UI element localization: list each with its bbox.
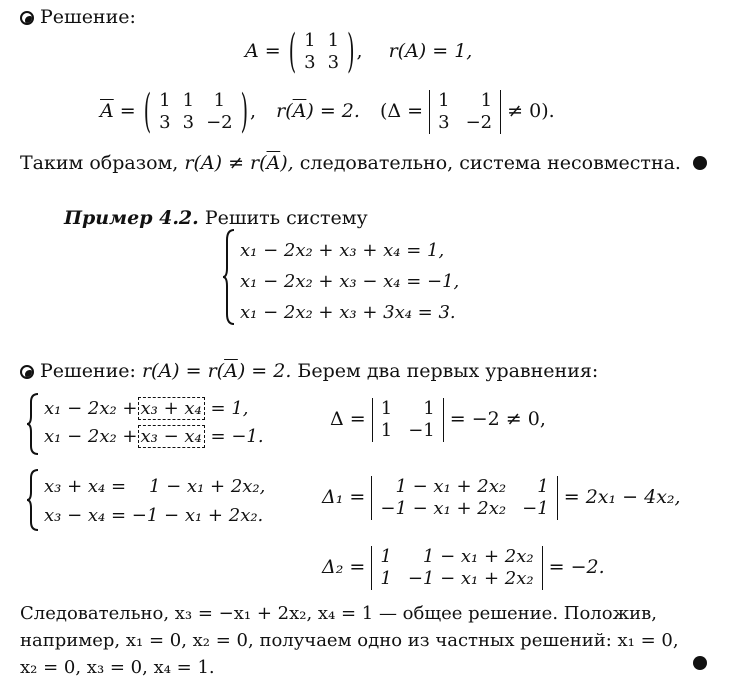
aug-cell: 1: [213, 90, 226, 111]
det-cell: 1: [480, 90, 493, 111]
augmented-matrix: [153, 90, 238, 134]
system-1-eq: x₁ − 2x₂ + x₃ + x₄ = 1,: [240, 240, 445, 261]
matrix-a-lhs: A =: [245, 40, 281, 62]
conclusion-prefix: Таким образом,: [20, 152, 179, 174]
rank-aug-prefix: r(: [276, 100, 293, 122]
delta-determinant: [429, 90, 501, 134]
right-paren: ): [347, 25, 355, 79]
conclusion-suffix: следовательно, система несовместна.: [299, 152, 681, 174]
conclusion-expr-b: ),: [280, 152, 294, 174]
det-cell: 1 − x₁ + 2x₂: [422, 546, 534, 567]
aug-cell: 1: [159, 90, 171, 111]
solution-2-text: Берем два первых уравнения:: [297, 360, 599, 382]
rank-a: r(A) = 1,: [388, 40, 473, 62]
det-cell: 1: [380, 568, 392, 589]
example-heading: [64, 207, 368, 229]
det-cell: −1 − x₁ + 2x₂: [407, 568, 534, 589]
delta2-rhs: = −2.: [548, 556, 605, 578]
system-2-boxed: x₃ + x₄: [138, 397, 205, 420]
aug-cell: −2: [206, 112, 233, 133]
matrix-a-cell: 1: [304, 30, 316, 51]
delta-suffix: ≠ 0).: [507, 100, 555, 122]
det-cell: 1: [423, 398, 435, 419]
conclusion-1: [20, 152, 681, 174]
system-3-eq: x₃ − x₄ = −1 − x₁ + 2x₂.: [44, 505, 264, 526]
augmented-matrix-line: $\overline{A}$ = ( 1 1 1 3 3 −2 ) , $r(\overline{A}) = 2$. (Δ = 1 1 3 −2 ≠ 0).: [100, 85, 555, 139]
delta2-lhs: Δ₂ =: [322, 556, 366, 578]
aug-cell: 1: [182, 90, 195, 111]
matrix-a-line: A = ( 1 1 3 3 ) , r(A) = 1,: [245, 25, 473, 79]
rank-aug-var: $\overline{A}$: [292, 100, 307, 122]
system-2-boxed: x₃ − x₄: [138, 425, 205, 448]
end-of-proof-icon: [693, 656, 707, 670]
half-circle-bullet-icon: [20, 365, 34, 379]
solution-heading-2: [20, 360, 598, 382]
matrix-a: [298, 30, 345, 74]
system-2-pre: x₁ − 2x₂ +: [44, 398, 138, 419]
half-circle-bullet-icon: [20, 11, 34, 25]
example-text: Решить систему: [204, 207, 368, 229]
system-1-eq: x₁ − 2x₂ + x₃ + 3x₄ = 3.: [240, 302, 456, 323]
det-cell: −1: [408, 420, 435, 441]
solution-label: Решение:: [40, 360, 136, 382]
delta-lhs: Δ =: [330, 408, 366, 430]
matrix-a-cell: 1: [327, 30, 340, 51]
delta-main-determinant: [372, 398, 444, 442]
system-2-eq: [44, 426, 264, 447]
system-3-brace: [26, 468, 40, 537]
conclusion-expr-var: $\overline{A}$: [266, 152, 281, 174]
left-brace-icon: [26, 392, 40, 456]
det-cell: −2: [465, 112, 493, 133]
left-paren: (: [143, 85, 152, 139]
augmented-a-var: $\overline{A}$: [100, 100, 114, 122]
delta-rhs: = −2 ≠ 0,: [449, 408, 546, 430]
left-paren: (: [288, 25, 297, 79]
solution-label: Решение:: [40, 6, 136, 28]
delta2-line: [322, 546, 605, 590]
det-cell: 1: [380, 420, 393, 441]
system-2-pre: x₁ − 2x₂ +: [44, 426, 138, 447]
final-line: Следовательно, x₃ = −x₁ + 2x₂, x₄ = 1 — общее решение. Положив,: [20, 603, 657, 624]
left-brace-icon: [222, 228, 236, 326]
aug-cell: 3: [159, 112, 171, 133]
conclusion-expr-a: r(A) ≠ r(: [184, 152, 267, 174]
final-line: например, x₁ = 0, x₂ = 0, получаем одно из частных решений: x₁ = 0,: [20, 630, 679, 651]
end-of-proof-icon: [693, 156, 707, 170]
delta1-determinant: [371, 476, 557, 520]
aug-cell: 3: [182, 112, 195, 133]
system-2-post: = −1.: [210, 426, 264, 447]
delta1-line: [322, 476, 681, 520]
final-line: x₂ = 0, x₃ = 0, x₄ = 1.: [20, 657, 215, 678]
augmented-eq: =: [119, 100, 136, 122]
det-cell: −1 − x₁ + 2x₂: [380, 498, 507, 519]
system-2-post: = 1,: [210, 398, 249, 419]
system-2-eq: [44, 398, 249, 419]
delta1-lhs: Δ₁ =: [322, 486, 366, 508]
delta-prefix: (Δ =: [379, 100, 424, 122]
solution-heading-1: [20, 6, 136, 28]
det-cell: −1: [522, 498, 549, 519]
delta-line: [330, 398, 546, 442]
rank-equal-expr-b: ) = 2.: [237, 360, 292, 382]
det-cell: 1: [380, 546, 392, 567]
delta1-rhs: = 2x₁ − 4x₂,: [563, 486, 681, 508]
rank-equal-expr-a: r(A) = r(: [141, 360, 225, 382]
system-3-eq: x₃ + x₄ = 1 − x₁ + 2x₂,: [44, 476, 266, 497]
rank-equal-var: $\overline{A}$: [224, 360, 238, 382]
delta2-determinant: [371, 546, 542, 590]
system-1-brace: [222, 228, 236, 331]
matrix-a-cell: 3: [327, 52, 340, 73]
right-paren: ): [240, 85, 249, 139]
left-brace-icon: [26, 468, 40, 532]
system-1-eq: x₁ − 2x₂ + x₃ − x₄ = −1,: [240, 271, 460, 292]
det-cell: 3: [438, 112, 450, 133]
rank-aug-suffix: ) = 2.: [306, 100, 360, 122]
det-cell: 1: [537, 476, 549, 497]
det-cell: 1: [380, 398, 393, 419]
system-2-brace: [26, 392, 40, 461]
example-label: Пример 4.2.: [64, 207, 199, 229]
matrix-a-cell: 3: [304, 52, 316, 73]
det-cell: 1 − x₁ + 2x₂: [395, 476, 507, 497]
det-cell: 1: [438, 90, 450, 111]
